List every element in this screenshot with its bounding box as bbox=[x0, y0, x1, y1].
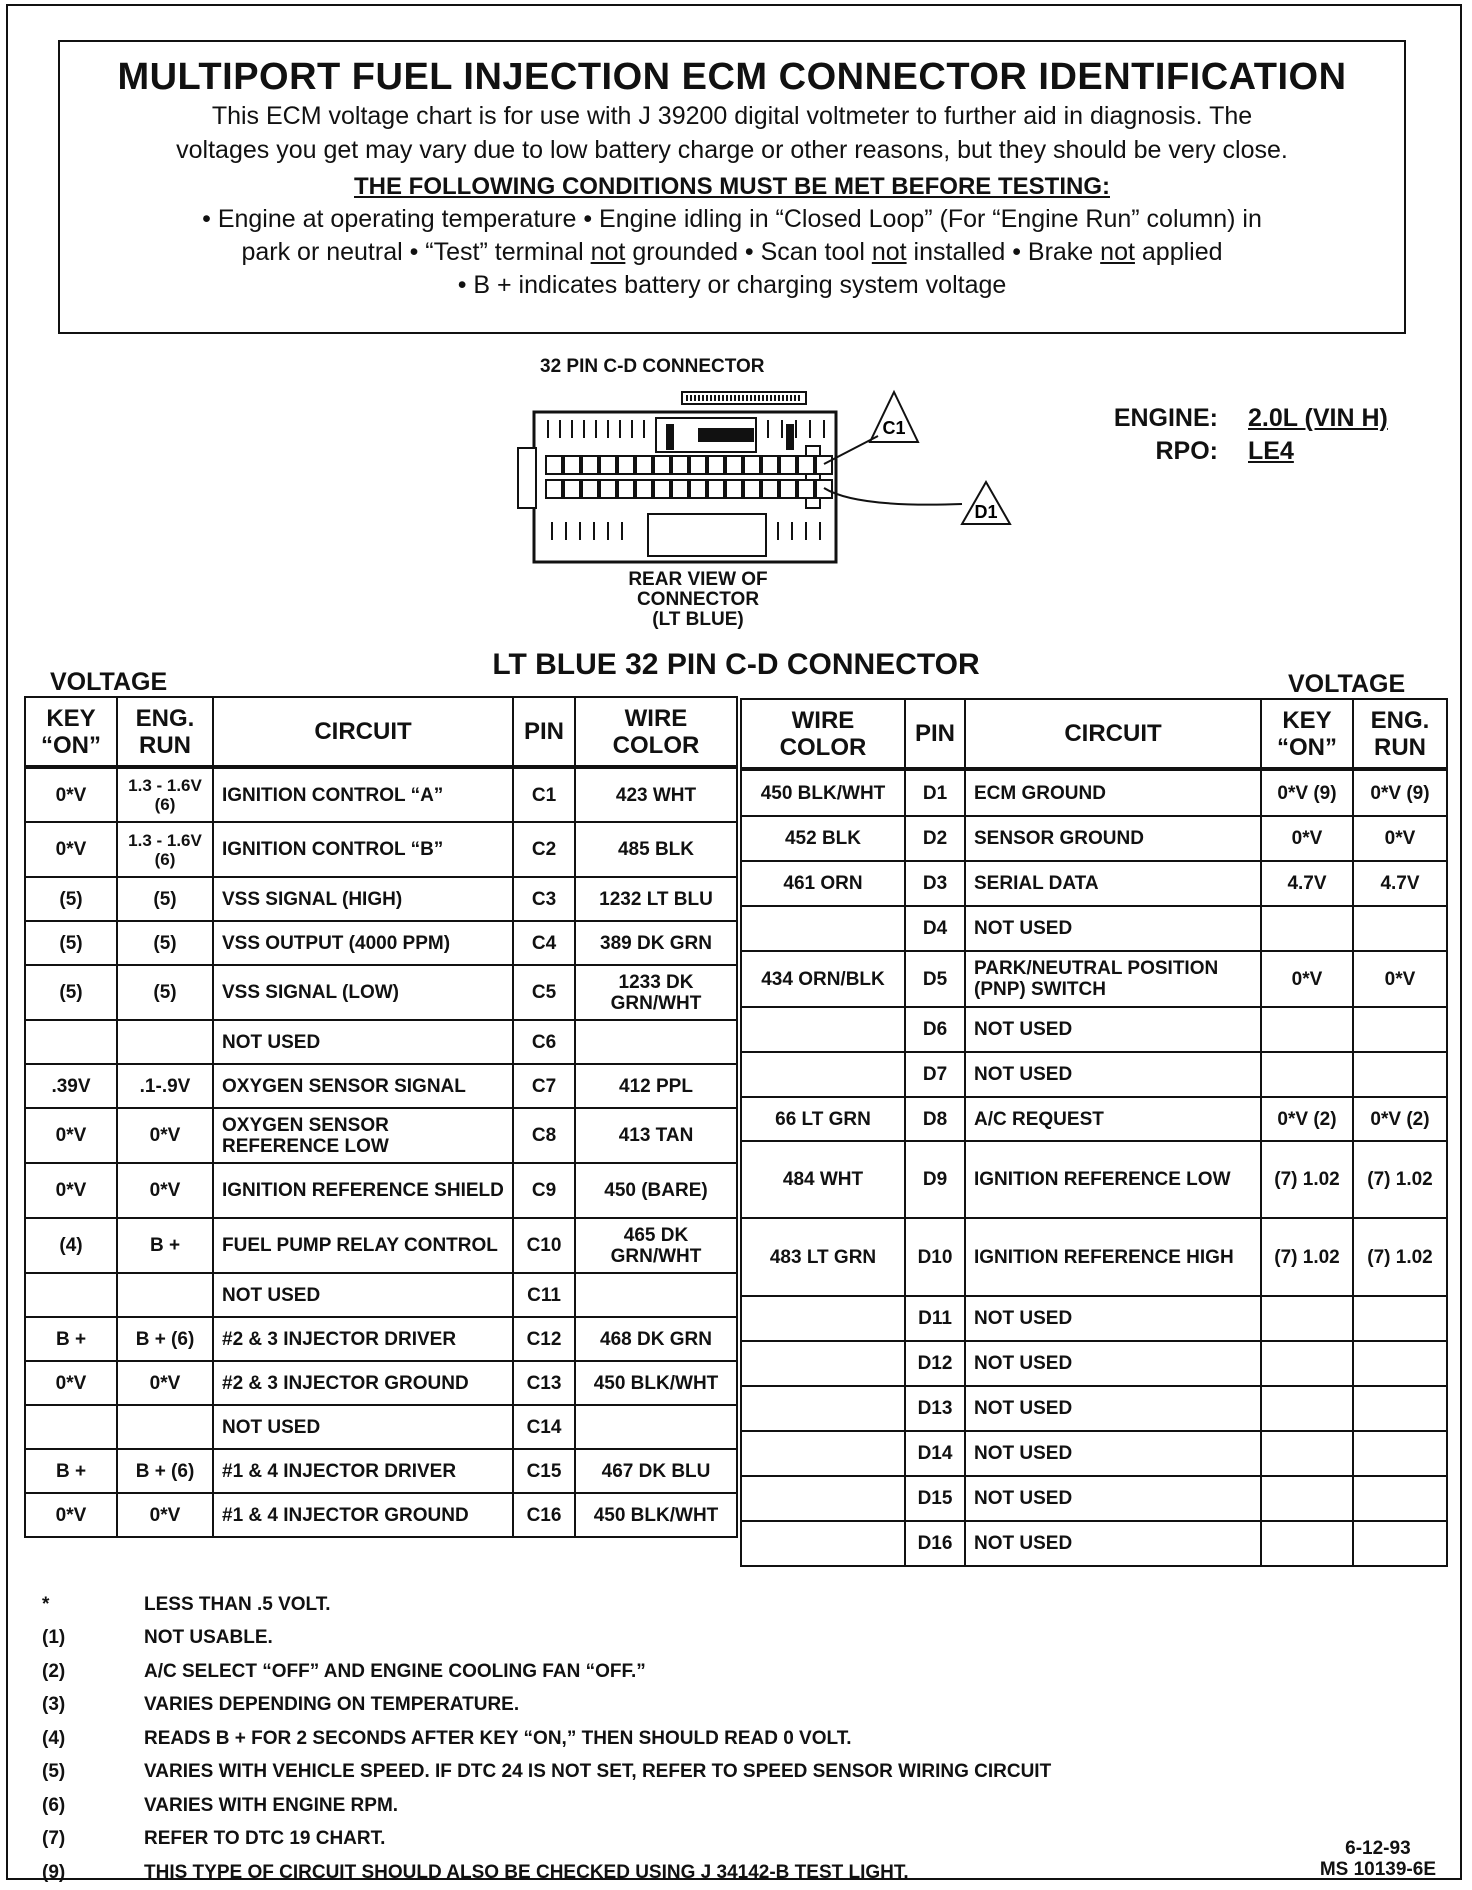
table-row: 434 ORN/BLK D5 PARK/NEUTRAL POSITION (PNP) SWITCH 0*V 0*V bbox=[741, 951, 1447, 1007]
engine-value: 2.0L (VIN H) bbox=[1248, 404, 1388, 432]
table-row: 0*V 0*V #2 & 3 INJECTOR GROUND C13 450 BLK/WHT bbox=[25, 1361, 737, 1405]
condition-line-b: park or neutral • “Test” terminal not grounded • Scan tool not installed • Brake not applied bbox=[241, 238, 1223, 266]
condition-line-c: • B + indicates battery or charging system voltage bbox=[457, 271, 1007, 299]
table-row: 450 BLK/WHT D1 ECM GROUND 0*V (9) 0*V (9) bbox=[741, 769, 1447, 816]
header-wire-color: WIRE COLOR bbox=[741, 699, 905, 769]
table-row: D13 NOT USED bbox=[741, 1386, 1447, 1431]
document-code bbox=[1320, 1838, 1436, 1880]
table-row: NOT USED C14 bbox=[25, 1405, 737, 1449]
footnote: (3) VARIES DEPENDING ON TEMPERATURE. bbox=[42, 1694, 520, 1716]
footnote: (2) A/C SELECT “OFF” AND ENGINE COOLING FAN “OFF.” bbox=[42, 1660, 646, 1682]
table-row: D4 NOT USED bbox=[741, 906, 1447, 951]
table-row: D15 NOT USED bbox=[741, 1476, 1447, 1521]
table-row: D6 NOT USED bbox=[741, 1007, 1447, 1052]
header-box bbox=[58, 40, 1406, 334]
c-connector-table bbox=[24, 696, 738, 1538]
header-pin: PIN bbox=[513, 697, 575, 767]
connector-side-tab bbox=[518, 448, 536, 508]
header-circuit: CIRCUIT bbox=[965, 699, 1261, 769]
table-row: 484 WHT D9 IGNITION REFERENCE LOW (7) 1.02 (7) 1.02 bbox=[741, 1141, 1447, 1218]
intro-line-1: This ECM voltage chart is for use with J 39200 digital voltmeter to further aid in diagnosis. The bbox=[211, 102, 1253, 130]
connector-diagram bbox=[506, 376, 1026, 576]
table-row: .39V .1-.9V OXYGEN SENSOR SIGNAL C7 412 PPL bbox=[25, 1064, 737, 1108]
rpo-value: LE4 bbox=[1248, 437, 1294, 465]
footnote: (7) REFER TO DTC 19 CHART. bbox=[42, 1828, 386, 1850]
rpo-key: RPO: bbox=[1155, 437, 1218, 465]
table-row: D11 NOT USED bbox=[741, 1296, 1447, 1341]
table-row: D14 NOT USED bbox=[741, 1431, 1447, 1476]
header-key-on: KEY “ON” bbox=[25, 697, 117, 767]
footnote: (5) VARIES WITH VEHICLE SPEED. IF DTC 24 IS NOT SET, REFER TO SPEED SENSOR WIRING CIRCUIT bbox=[42, 1761, 1052, 1783]
table-row: 483 LT GRN D10 IGNITION REFERENCE HIGH (7) 1.02 (7) 1.02 bbox=[741, 1218, 1447, 1296]
header-key-on: KEY “ON” bbox=[1261, 699, 1353, 769]
header-wire-color: WIRE COLOR bbox=[575, 697, 737, 767]
footnote: (1) NOT USABLE. bbox=[42, 1627, 273, 1649]
voltage-label-right: VOLTAGE bbox=[1288, 670, 1406, 698]
table-row: NOT USED C6 bbox=[25, 1020, 737, 1064]
section-title: LT BLUE 32 PIN C-D CONNECTOR bbox=[492, 648, 980, 681]
engine-info bbox=[1100, 402, 1388, 468]
footnote: (4) READS B + FOR 2 SECONDS AFTER KEY “ON,” THEN SHOULD READ 0 VOLT. bbox=[42, 1727, 852, 1749]
voltage-label-left: VOLTAGE bbox=[50, 668, 168, 696]
table-row: 0*V 0*V IGNITION REFERENCE SHIELD C9 450 (BARE) bbox=[25, 1163, 737, 1218]
table-row: 452 BLK D2 SENSOR GROUND 0*V 0*V bbox=[741, 816, 1447, 861]
table-row: (5) (5) VSS OUTPUT (4000 PPM) C4 389 DK GRN bbox=[25, 921, 737, 965]
footnote: (6) VARIES WITH ENGINE RPM. bbox=[42, 1794, 399, 1816]
document-number: MS 10139-6E bbox=[1319, 1859, 1436, 1880]
header-eng-run: ENG. RUN bbox=[1353, 699, 1447, 769]
table-row: 66 LT GRN D8 A/C REQUEST 0*V (2) 0*V (2) bbox=[741, 1097, 1447, 1141]
table-row: D16 NOT USED bbox=[741, 1521, 1447, 1566]
table-row: (5) (5) VSS SIGNAL (HIGH) C3 1232 LT BLU bbox=[25, 877, 737, 921]
pin-row-d bbox=[546, 480, 832, 498]
document-date: 6-12-93 bbox=[1345, 1838, 1411, 1859]
table-row: B + B + (6) #1 & 4 INJECTOR DRIVER C15 467 DK BLU bbox=[25, 1449, 737, 1493]
header-pin: PIN bbox=[905, 699, 965, 769]
table-row: B + B + (6) #2 & 3 INJECTOR DRIVER C12 468 DK GRN bbox=[25, 1317, 737, 1361]
footnote: (9) THIS TYPE OF CIRCUIT SHOULD ALSO BE CHECKED USING J 34142-B TEST LIGHT. bbox=[42, 1861, 909, 1883]
engine-key: ENGINE: bbox=[1113, 404, 1218, 432]
footnotes bbox=[28, 1588, 1228, 1890]
header-circuit: CIRCUIT bbox=[213, 697, 513, 767]
table-row: (4) B + FUEL PUMP RELAY CONTROL C10 465 DK GRN/WHT bbox=[25, 1218, 737, 1273]
header-eng-run: ENG. RUN bbox=[117, 697, 213, 767]
pin-row-c bbox=[546, 456, 832, 474]
table-row: NOT USED C11 bbox=[25, 1273, 737, 1317]
table-row: D7 NOT USED bbox=[741, 1052, 1447, 1097]
table-row: D12 NOT USED bbox=[741, 1341, 1447, 1386]
conditions-heading: THE FOLLOWING CONDITIONS MUST BE MET BEFORE TESTING: bbox=[354, 173, 1110, 200]
table-row: 461 ORN D3 SERIAL DATA 4.7V 4.7V bbox=[741, 861, 1447, 906]
table-row: 0*V 1.3 - 1.6V (6) IGNITION CONTROL “B” C2 485 BLK bbox=[25, 822, 737, 877]
table-row: (5) (5) VSS SIGNAL (LOW) C5 1233 DK GRN/WHT bbox=[25, 965, 737, 1020]
footnote: * LESS THAN .5 VOLT. bbox=[42, 1593, 331, 1615]
condition-line-a: • Engine at operating temperature • Engine idling in “Closed Loop” (For “Engine Run” column) in bbox=[202, 205, 1262, 233]
page-title: MULTIPORT FUEL INJECTION ECM CONNECTOR IDENTIFICATION bbox=[117, 56, 1347, 98]
table-row: 0*V 0*V #1 & 4 INJECTOR GROUND C16 450 BLK/WHT bbox=[25, 1493, 737, 1537]
intro-line-2: voltages you get may vary due to low battery charge or other reasons, but they should be very close. bbox=[176, 136, 1288, 164]
d1-label: D1 bbox=[974, 502, 998, 522]
d-connector-table bbox=[740, 698, 1448, 1567]
table-row: 0*V 1.3 - 1.6V (6) IGNITION CONTROL “A” C1 423 WHT bbox=[25, 767, 737, 822]
table-row: 0*V 0*V OXYGEN SENSOR REFERENCE LOW C8 413 TAN bbox=[25, 1108, 737, 1163]
rear-view-label: REAR VIEW OF CONNECTOR (LT BLUE) bbox=[628, 569, 768, 630]
c1-label: C1 bbox=[882, 418, 906, 438]
connector-label: 32 PIN C-D CONNECTOR bbox=[540, 356, 765, 377]
